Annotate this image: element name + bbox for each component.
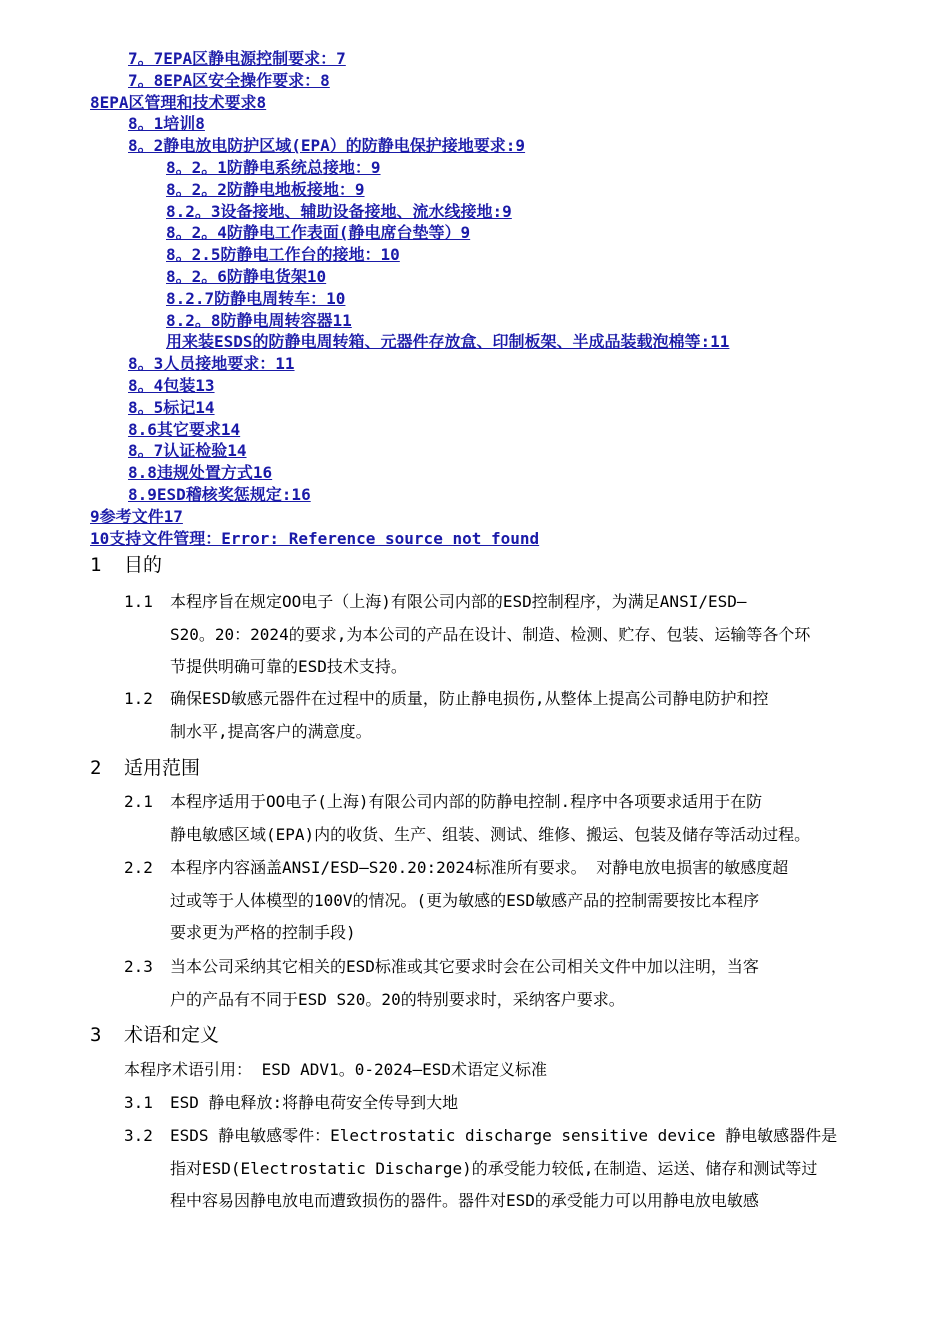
toc-link[interactable]: 8。2。1防静电系统总接地：9 bbox=[166, 157, 381, 177]
paragraph-number: 2.1 bbox=[124, 792, 153, 811]
section-title: 适用范围 bbox=[124, 757, 201, 779]
paragraph-line: 静电敏感区域(EPA)内的收货、生产、组装、测试、维修、搬运、包装及储存等活动过程。 bbox=[170, 824, 811, 844]
toc-link[interactable]: 9参考文件17 bbox=[90, 506, 183, 526]
paragraph-line: 当本公司采纳其它相关的ESD标准或其它要求时会在公司相关文件中加以注明，当客 bbox=[170, 957, 759, 976]
section-heading bbox=[90, 753, 200, 783]
paragraph-line: ESDS 静电敏感零件：Electrostatic discharge sensitive device 静电敏感器件是 bbox=[170, 1126, 838, 1145]
toc-link[interactable]: 8。1培训8 bbox=[128, 114, 205, 134]
paragraph-line: S20。20：2024的要求,为本公司的产品在设计、制造、检测、贮存、包装、运输等各个环 bbox=[170, 624, 811, 644]
toc-link[interactable]: 8.2。3设备接地、辅助设备接地、流水线接地:9 bbox=[166, 201, 512, 221]
toc-link[interactable]: 8。7认证检验14 bbox=[128, 441, 247, 461]
toc-link[interactable]: 8。2.5防静电工作台的接地：10 bbox=[166, 245, 400, 265]
section-number: 3 bbox=[90, 1024, 102, 1046]
toc-link[interactable]: 8。2静电放电防护区域(EPA）的防静电保护接地要求:9 bbox=[128, 136, 526, 156]
paragraph-number: 2.3 bbox=[124, 957, 153, 976]
section-title: 术语和定义 bbox=[124, 1024, 220, 1046]
toc-link[interactable]: 7。7EPA区静电源控制要求：7 bbox=[128, 49, 346, 68]
toc-link[interactable]: 8.2。8防静电周转容器11 bbox=[166, 310, 352, 330]
section-number: 1 bbox=[90, 554, 102, 576]
toc-link[interactable]: 10支持文件管理：Error: Reference source not found bbox=[90, 528, 540, 548]
paragraph-line: 过或等于人体模型的100V的情况。(更为敏感的ESD敏感产品的控制需要按比本程序 bbox=[170, 890, 760, 910]
paragraph-number: 2.2 bbox=[124, 858, 153, 877]
paragraph-line: 要求更为严格的控制手段) bbox=[170, 923, 356, 942]
paragraph-line: 指对ESD(Electrostatic Discharge)的承受能力较低,在制造、运送、储存和测试等过 bbox=[170, 1158, 818, 1178]
paragraph-line: 节提供明确可靠的ESD技术支持。 bbox=[170, 657, 407, 676]
paragraph-line: 程中容易因静电放电而遭致损伤的器件。器件对ESD的承受能力可以用静电放电敏感 bbox=[170, 1191, 759, 1210]
toc-link[interactable]: 8EPA区管理和技术要求8 bbox=[90, 92, 267, 112]
section-heading bbox=[90, 550, 162, 580]
paragraph-number: 1.2 bbox=[124, 689, 153, 708]
paragraph bbox=[124, 786, 884, 851]
toc-link[interactable]: 8。2。4防静电工作表面(静电席台垫等）9 bbox=[166, 223, 471, 243]
paragraph bbox=[124, 1087, 884, 1120]
toc-link[interactable]: 8.2.7防静电周转车：10 bbox=[166, 288, 346, 308]
table-of-contents bbox=[0, 48, 950, 549]
paragraph bbox=[124, 1120, 884, 1218]
paragraph-line: 户的产品有不同于ESD S20。20的特别要求时，采纳客户要求。 bbox=[170, 989, 625, 1009]
terms-intro: 本程序术语引用： ESD ADV1。0-2024—ESD术语定义标准 bbox=[124, 1060, 548, 1079]
paragraph-line: 本程序旨在规定OO电子（上海)有限公司内部的ESD控制程序，为满足ANSI/ESD— bbox=[170, 592, 747, 611]
section-title: 目的 bbox=[124, 554, 163, 576]
paragraph-number: 3.1 bbox=[124, 1093, 153, 1112]
toc-link[interactable]: 用来装ESDS的防静电周转箱、元器件存放盒、印制板架、半成品装载泡棉等:11 bbox=[166, 332, 730, 352]
paragraph bbox=[124, 951, 884, 1016]
paragraph-line: 本程序内容涵盖ANSI/ESD—S20.20:2024标准所有要求。 对静电放电损害的敏感度超 bbox=[170, 858, 789, 877]
paragraph-line: ESD 静电释放:将静电荷安全传导到大地 bbox=[170, 1093, 459, 1112]
toc-link[interactable]: 8。4包装13 bbox=[128, 375, 215, 395]
toc-link[interactable]: 8。5标记14 bbox=[128, 397, 215, 417]
toc-link[interactable]: 8.6其它要求14 bbox=[128, 419, 241, 439]
paragraph-line: 制水平,提高客户的满意度。 bbox=[170, 721, 372, 741]
toc-link[interactable]: 7。8EPA区安全操作要求：8 bbox=[128, 70, 330, 90]
paragraph-line: 本程序适用于OO电子(上海)有限公司内部的防静电控制.程序中各项要求适用于在防 bbox=[170, 792, 763, 811]
toc-link[interactable]: 8。2。2防静电地板接地：9 bbox=[166, 179, 365, 199]
paragraph-number: 1.1 bbox=[124, 592, 153, 611]
toc-link[interactable]: 8。2。6防静电货架10 bbox=[166, 266, 327, 286]
paragraph bbox=[124, 586, 884, 684]
paragraph-line: 确保ESD敏感元器件在过程中的质量，防止静电损伤,从整体上提高公司静电防护和控 bbox=[170, 689, 769, 708]
paragraph bbox=[124, 683, 884, 748]
section-heading bbox=[90, 1020, 219, 1050]
toc-link[interactable]: 8.9ESD稽核奖惩规定:16 bbox=[128, 484, 311, 504]
section-number: 2 bbox=[90, 757, 102, 779]
paragraph-number: 3.2 bbox=[124, 1126, 153, 1145]
paragraph bbox=[124, 852, 884, 950]
toc-link[interactable]: 8。3人员接地要求：11 bbox=[128, 354, 295, 374]
toc-link[interactable]: 8.8违规处置方式16 bbox=[128, 463, 273, 483]
